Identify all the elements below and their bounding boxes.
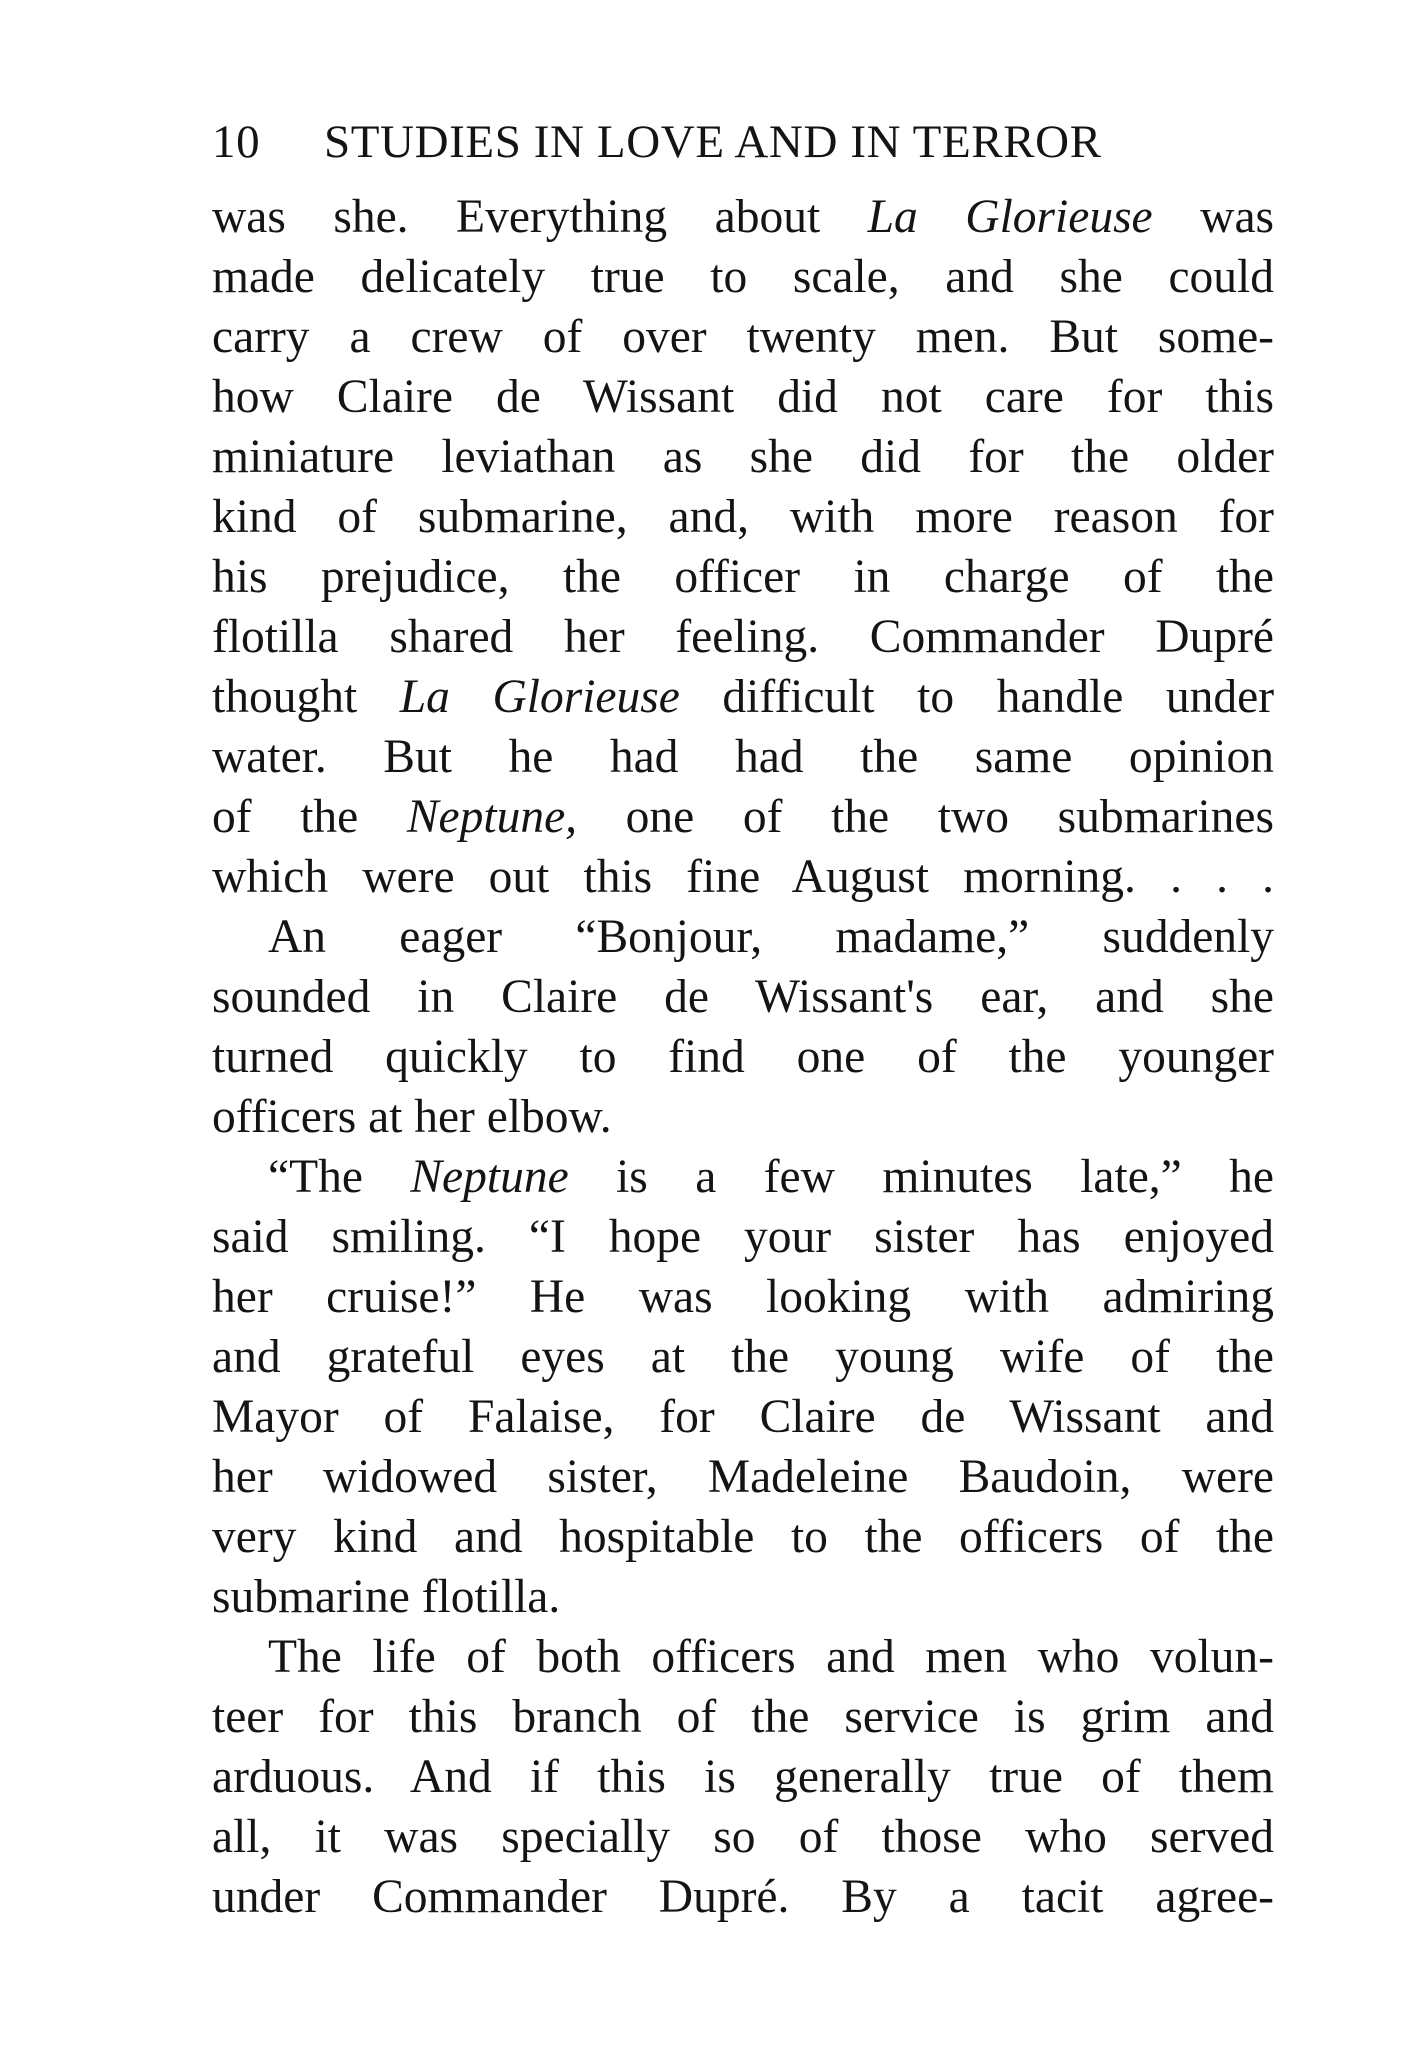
text-line-4: how Claire de Wissant did not care for this <box>212 371 1274 423</box>
text-line-1: was she. Everything about La Glorieuse was <box>212 191 1275 243</box>
text-line-19: her cruise!” He was looking with admiring <box>212 1271 1274 1323</box>
text-line-7: his prejudice, the officer in charge of the <box>212 551 1274 603</box>
body-text <box>212 187 1274 1927</box>
text-line-16: officers at her elbow. <box>212 1091 612 1143</box>
text-line-13: An eager “Bonjour, madame,” suddenly <box>268 911 1274 963</box>
text-line-17: “The Neptune is a few minutes late,” he <box>268 1151 1274 1203</box>
ship-name-italic: La Glorieuse <box>867 191 1153 243</box>
text-line-25: The life of both officers and men who volun- <box>268 1631 1274 1683</box>
text-line-24: submarine flotilla. <box>212 1571 561 1623</box>
text-line-6: kind of submarine, and, with more reason for <box>212 491 1274 543</box>
running-head <box>212 112 1274 172</box>
text-line-27: arduous. And if this is generally true of them <box>212 1751 1274 1803</box>
text-line-8: flotilla shared her feeling. Commander Dupré <box>212 611 1274 663</box>
text-line-23: very kind and hospitable to the officers of the <box>212 1511 1274 1563</box>
text-line-18: said smiling. “I hope your sister has enjoyed <box>212 1211 1274 1263</box>
text-line-22: her widowed sister, Madeleine Baudoin, were <box>212 1451 1274 1503</box>
text-line-26: teer for this branch of the service is grim and <box>212 1691 1274 1743</box>
running-title: STUDIES IN LOVE AND IN TERROR <box>324 116 1102 168</box>
text-line-20: and grateful eyes at the young wife of the <box>212 1331 1274 1383</box>
text-line-2: made delicately true to scale, and she could <box>212 251 1274 303</box>
text-line-12: which were out this fine August morning. . . . <box>212 851 1274 903</box>
text-line-28: all, it was specially so of those who served <box>212 1811 1274 1863</box>
text-line-5: miniature leviathan as she did for the older <box>212 431 1274 483</box>
text-line-21: Mayor of Falaise, for Claire de Wissant and <box>212 1391 1274 1443</box>
page-number: 10 <box>212 116 261 168</box>
text-line-3: carry a crew of over twenty men. But some- <box>212 311 1274 363</box>
text-line-29: under Commander Dupré. By a tacit agree- <box>212 1871 1274 1923</box>
text-line-11: of the Neptune, one of the two submarines <box>212 791 1274 843</box>
text-line-14: sounded in Claire de Wissant's ear, and she <box>212 971 1274 1023</box>
text-line-9: thought La Glorieuse difficult to handle under <box>212 671 1275 723</box>
text-line-15: turned quickly to find one of the younger <box>212 1031 1274 1083</box>
ship-name-italic: Neptune, <box>406 791 578 843</box>
ship-name-italic: La Glorieuse <box>399 671 680 723</box>
text-line-10: water. But he had had the same opinion <box>212 731 1274 783</box>
ship-name-italic: Neptune <box>410 1151 569 1203</box>
